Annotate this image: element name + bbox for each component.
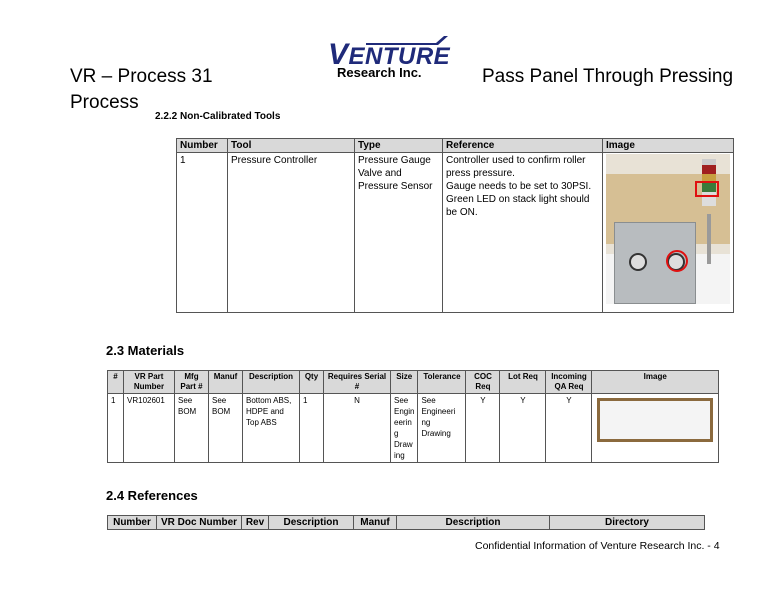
col-coc: COC Req — [466, 371, 500, 394]
cell-num: 1 — [108, 394, 124, 463]
col-image: Image — [603, 139, 734, 153]
col-description: Description — [243, 371, 300, 394]
table-row — [177, 153, 734, 313]
type-line: Pressure Sensor — [358, 181, 433, 192]
title-line-2: Process — [70, 92, 139, 113]
col-manuf: Manuf — [209, 371, 243, 394]
col-reference: Reference — [443, 139, 603, 153]
materials-table — [107, 370, 719, 463]
logo-research-text: Research Inc. — [337, 65, 422, 80]
cell-image — [603, 153, 734, 313]
highlight-circle-icon — [666, 250, 688, 272]
cell-serial: N — [324, 394, 391, 463]
cell-description: Bottom ABS, HDPE and Top ABS — [243, 394, 300, 463]
section-heading-materials: 2.3 Materials — [106, 343, 185, 358]
col-description-2: Description — [397, 516, 550, 530]
col-type: Type — [355, 139, 443, 153]
col-tool: Tool — [228, 139, 355, 153]
gauge-icon — [629, 253, 647, 271]
cell-qa: Y — [546, 394, 592, 463]
cell-vr-part: VR102601 — [124, 394, 175, 463]
logo-venture-text: VENTURE — [328, 38, 451, 71]
pressure-controller-photo — [606, 154, 730, 304]
col-qa: Incoming QA Req — [546, 371, 592, 394]
col-rev: Rev — [242, 516, 269, 530]
cell-coc: Y — [466, 394, 500, 463]
table-header-row — [108, 371, 719, 394]
table-header-row — [108, 516, 705, 530]
cell-type — [355, 153, 443, 313]
section-heading-references: 2.4 References — [106, 488, 198, 503]
cell-size: See Engin eerin g Draw ing — [391, 394, 418, 463]
table-header-row — [177, 139, 734, 153]
reference-line: Gauge needs to be set to 30PSI. — [446, 181, 592, 192]
col-mfg-part: Mfg Part # — [175, 371, 209, 394]
type-line: Pressure Gauge — [358, 155, 431, 166]
cell-number: 1 — [177, 153, 228, 313]
col-number: Number — [108, 516, 157, 530]
company-logo — [326, 36, 450, 82]
cell-manuf: See BOM — [209, 394, 243, 463]
section-heading-non-calibrated-tools: 2.2.2 Non-Calibrated Tools — [155, 111, 281, 122]
cell-tolerance: See Engineeri ng Drawing — [418, 394, 466, 463]
process-name: Pass Panel Through Pressing — [482, 66, 734, 87]
panel-photo — [597, 398, 713, 442]
col-manuf: Manuf — [354, 516, 397, 530]
table-row — [108, 394, 719, 463]
reference-line: Controller used to confirm roller — [446, 155, 586, 166]
col-vr-doc-number: VR Doc Number — [157, 516, 242, 530]
col-lot: Lot Req — [500, 371, 546, 394]
cell-lot: Y — [500, 394, 546, 463]
highlight-box-icon — [695, 181, 719, 197]
col-image: Image — [592, 371, 719, 394]
col-serial: Requires Serial # — [324, 371, 391, 394]
references-table — [107, 515, 705, 530]
cell-mfg-part: See BOM — [175, 394, 209, 463]
col-directory: Directory — [550, 516, 705, 530]
cell-reference — [443, 153, 603, 313]
document-title — [70, 64, 213, 116]
reference-line: press pressure. — [446, 168, 515, 179]
col-vr-part: VR Part Number — [124, 371, 175, 394]
col-num: # — [108, 371, 124, 394]
non-calibrated-tools-table — [176, 138, 734, 313]
cell-qty: 1 — [300, 394, 324, 463]
title-line-1: VR – Process 31 — [70, 66, 213, 87]
cell-image — [592, 394, 719, 463]
footer-confidential: Confidential Information of Venture Research Inc. - 4 — [475, 540, 720, 552]
type-line: Valve and — [358, 168, 402, 179]
col-qty: Qty — [300, 371, 324, 394]
cell-tool: Pressure Controller — [228, 153, 355, 313]
col-tolerance: Tolerance — [418, 371, 466, 394]
col-number: Number — [177, 139, 228, 153]
col-description: Description — [269, 516, 354, 530]
col-size: Size — [391, 371, 418, 394]
reference-line: Green LED on stack light should — [446, 194, 590, 205]
reference-line: be ON. — [446, 207, 478, 218]
